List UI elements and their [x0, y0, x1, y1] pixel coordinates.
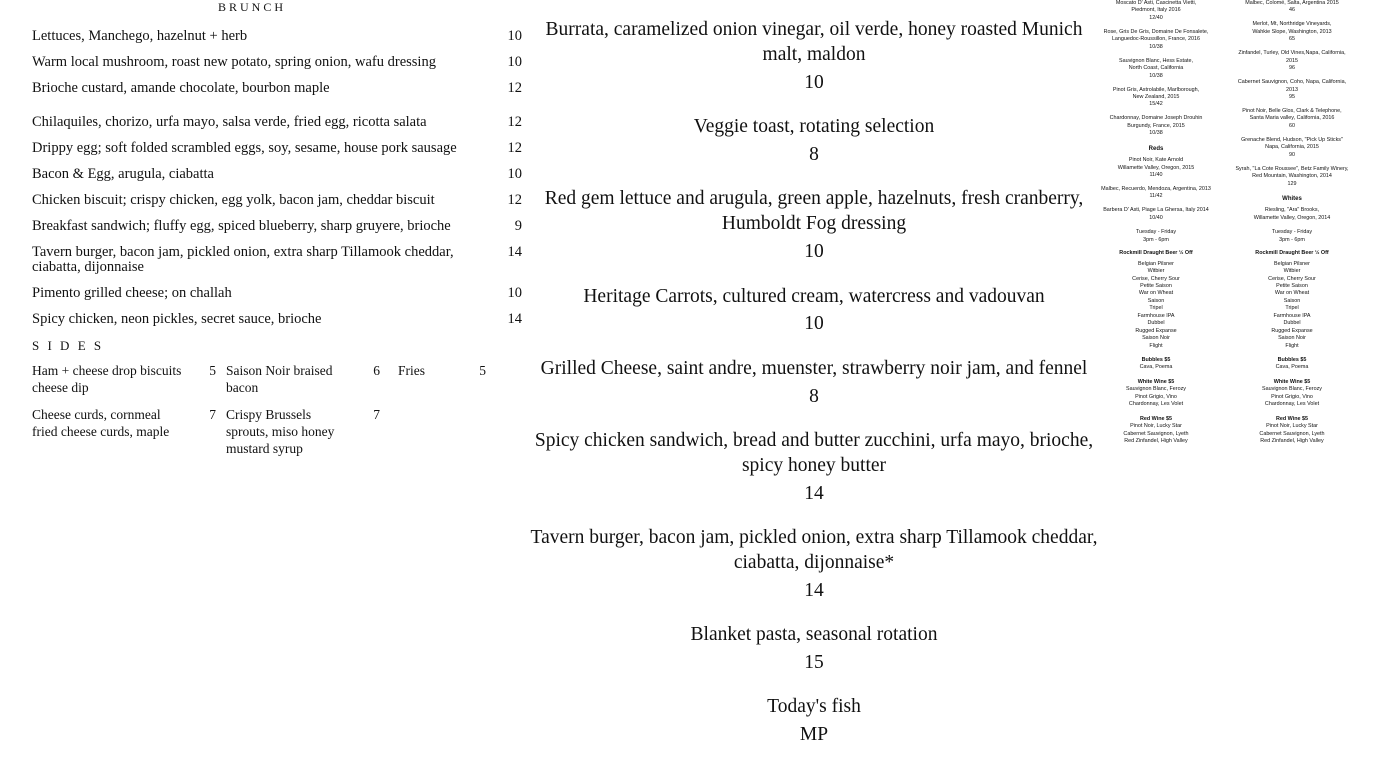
wine-price: 129 — [1287, 180, 1297, 187]
wine-entry — [1096, 157, 1216, 179]
menu-item-name: Warm local mushroom, roast new potato, spring onion, wafu dressing — [32, 54, 436, 70]
menu-item-row — [32, 29, 522, 44]
menu-item-price: 10 — [507, 28, 522, 44]
draught-item: Flight — [1285, 342, 1299, 349]
wine-name: Sauvignon Blanc, Hess Estate, — [1118, 57, 1193, 64]
draught-item: Cerise, Cherry Sour — [1132, 275, 1180, 282]
wine-name-cont: North Coast, California — [1128, 65, 1184, 72]
white-wine-block — [1232, 379, 1352, 409]
white-wine-block — [1096, 379, 1216, 409]
feature-description: Today's fish — [767, 696, 861, 718]
feature-price: 10 — [804, 313, 824, 335]
wine-price: 65 — [1289, 36, 1295, 43]
menu-item-row — [32, 81, 522, 96]
wine-name: Grenache Blend, Hudson, "Pick Up Sticks" — [1241, 136, 1343, 143]
sides-row — [32, 407, 522, 458]
sides-heading: S I D E S — [32, 338, 104, 353]
side-item-name: Ham + cheese drop biscuits cheese dip — [32, 363, 182, 395]
feature-item — [528, 429, 1100, 508]
feature-item — [528, 18, 1100, 97]
menu-item-price: 12 — [507, 192, 522, 208]
wine-price: 15/42 — [1149, 101, 1163, 108]
red-wine-block — [1096, 416, 1216, 446]
wine-entry — [1232, 79, 1352, 101]
draught-item: War on Wheat — [1138, 290, 1174, 297]
feature-price: MP — [799, 724, 829, 746]
brunch-heading: BRUNCH — [217, 0, 286, 14]
brunch-column — [32, 0, 522, 467]
wine-entry — [1232, 108, 1352, 130]
feature-price: 8 — [809, 144, 819, 166]
wine-name-cont: Napa, California, 2015 — [1265, 144, 1319, 151]
wine-name: Pinot Gris, Astrolabile, Marlborough, — [1112, 86, 1200, 93]
wine-list-column-left — [1096, 0, 1216, 453]
white-wine-item: Pinot Grigio, Vino — [1135, 393, 1177, 400]
feature-price: 15 — [804, 652, 824, 674]
wine-name-cont: Languedoc-Roussillon, France, 2016 — [1111, 36, 1201, 43]
sides-row — [32, 363, 522, 397]
wine-name: Moscato D' Asti, Cascinetta Vietti, — [1115, 0, 1197, 6]
draught-item: Rugged Expanse — [1271, 327, 1313, 334]
feature-item — [528, 695, 1100, 749]
side-item-price: 7 — [373, 406, 380, 422]
hours-days: Tuesday - Friday — [1271, 229, 1313, 236]
white-wine-title: White Wine $5 — [1273, 378, 1311, 385]
red-wine-title: Red Wine $5 — [1139, 415, 1172, 422]
feature-price: 14 — [804, 579, 824, 601]
wine-name-cont: New Zealand, 2015 — [1132, 94, 1180, 101]
wine-name-cont: 2013 — [1286, 86, 1298, 93]
menu-item-name: Brioche custard, amande chocolate, bourbon maple — [32, 80, 330, 96]
features-column — [528, 18, 1100, 768]
wine-name-cont: Willamette Valley, Oregon, 2014 — [1253, 214, 1331, 221]
wine-entry — [1096, 29, 1216, 51]
wine-name: Malbec, Colomé, Salta, Argentina 2015 — [1245, 0, 1339, 6]
hours-time: 3pm - 6pm — [1143, 236, 1169, 243]
draught-item: Cerise, Cherry Sour — [1268, 275, 1316, 282]
happy-hour-hours — [1232, 229, 1352, 244]
wine-name-cont: Willamette Valley, Oregon, 2015 — [1117, 164, 1195, 171]
menu-item-row — [32, 312, 522, 327]
menu-item-row — [32, 286, 522, 301]
draught-item: Tripel — [1149, 305, 1163, 312]
wine-section-heading: Whites — [1282, 196, 1302, 203]
wine-price: 10/38 — [1149, 43, 1163, 50]
feature-price: 10 — [804, 241, 824, 263]
wine-entry — [1232, 0, 1352, 15]
draught-item: Tripel — [1285, 305, 1299, 312]
sides-grid — [32, 363, 522, 457]
menu-item-price: 9 — [514, 218, 522, 234]
feature-price: 14 — [804, 482, 824, 504]
wine-entry — [1096, 0, 1216, 22]
wine-name-cont: Piedmont, Italy 2016 — [1131, 7, 1181, 14]
feature-description: Heritage Carrots, cultured cream, watercress and vadouvan — [583, 285, 1045, 307]
wine-name: Pinot Noir, Kate Arnold — [1128, 157, 1184, 164]
wine-name: Syrah, "La Cote Roussee", Betz Family Winery, — [1235, 165, 1349, 172]
menu-item-row — [32, 167, 522, 182]
menu-item-price: 12 — [507, 140, 522, 156]
wine-price: 11/40 — [1149, 171, 1163, 178]
wine-price: 10/40 — [1149, 214, 1163, 221]
side-item-name — [398, 407, 458, 458]
bubbles-item: Cava, Poema — [1275, 364, 1309, 371]
wine-name: Riesling, "Ara" Brooks, — [1264, 207, 1320, 214]
feature-price: 10 — [804, 71, 824, 93]
menu-item-price: 12 — [507, 114, 522, 130]
feature-description: Veggie toast, rotating selection — [693, 116, 935, 138]
draught-item: Belgian Pilsner — [1274, 260, 1310, 267]
draught-item: Witbier — [1283, 268, 1301, 275]
wine-entry — [1232, 207, 1352, 222]
wine-name: Malbec, Recuerdo, Mendoza, Argentina, 2013 — [1101, 185, 1211, 192]
menu-item-row — [32, 219, 522, 234]
wine-name: Pinot Noir, Belle Glos, Clark & Telephone, — [1242, 107, 1342, 114]
wine-entry — [1096, 115, 1216, 137]
menu-item-price: 10 — [507, 284, 522, 301]
wine-entry — [1232, 166, 1352, 188]
menu-item-price: 10 — [507, 166, 522, 182]
bubbles-title: Bubbles $5 — [1141, 357, 1171, 364]
wine-name-cont: Red Mountain, Washington, 2014 — [1252, 173, 1332, 180]
menu-item-price: 12 — [507, 80, 522, 96]
wine-price: 95 — [1289, 94, 1295, 101]
hours-time: 3pm - 6pm — [1279, 236, 1305, 243]
white-wine-item: Pinot Grigio, Vino — [1271, 393, 1313, 400]
side-item-name: Saison Noir braised bacon — [226, 363, 333, 395]
draught-item: War on Wheat — [1274, 290, 1310, 297]
feature-description: Blanket pasta, seasonal rotation — [690, 624, 938, 646]
feature-item — [528, 357, 1100, 411]
wine-name: Zinfandel, Turley, Old Vines,Napa, California, — [1238, 50, 1346, 57]
feature-item — [528, 115, 1100, 169]
menu-item-name: Spicy chicken, neon pickles, secret sauce, brioche — [32, 310, 322, 327]
hours-days: Tuesday - Friday — [1135, 229, 1177, 236]
wine-entry — [1232, 21, 1352, 43]
wine-name-cont: Wahkie Slope, Washington, 2013 — [1252, 28, 1332, 35]
feature-item — [528, 526, 1100, 605]
draught-item: Saison Noir — [1142, 335, 1170, 342]
draught-item: Dubbel — [1283, 320, 1301, 327]
menu-item-row — [32, 115, 522, 130]
red-wine-item: Red Zinfandel, High Valley — [1124, 438, 1188, 445]
draught-item: Saison — [1147, 297, 1165, 304]
menu-item-name: Breakfast sandwich; fluffy egg, spiced blueberry, sharp gruyere, brioche — [32, 218, 451, 234]
side-item-price: 5 — [479, 363, 486, 378]
wine-list-column-right — [1232, 0, 1352, 453]
draught-item: Farmhouse IPA — [1273, 312, 1311, 319]
side-item-price: 5 — [209, 363, 216, 378]
wine-price: 46 — [1289, 7, 1295, 14]
red-wine-item: Red Zinfandel, High Valley — [1260, 438, 1324, 445]
bubbles-block — [1232, 357, 1352, 372]
wine-name: Cabernet Sauvignon, Coho, Napa, California, — [1237, 79, 1347, 86]
menu-item-name: Bacon & Egg, arugula, ciabatta — [32, 166, 214, 182]
bubbles-block — [1096, 357, 1216, 372]
menu-item-name: Drippy egg; soft folded scrambled eggs, soy, sesame, house pork sausage — [32, 140, 457, 156]
wine-entry — [1096, 58, 1216, 80]
menu-item-price: 10 — [507, 54, 522, 70]
white-wine-item: Chardonnay, Les Volet — [1128, 401, 1184, 408]
draught-item: Dubbel — [1147, 320, 1165, 327]
draught-item: Witbier — [1147, 268, 1165, 275]
feature-description: Burrata, caramelized onion vinegar, oil verde, honey roasted Munich malt, maldon — [545, 19, 1083, 65]
bubbles-title: Bubbles $5 — [1277, 357, 1307, 364]
wine-entry — [1096, 87, 1216, 109]
side-item-price: 7 — [209, 406, 216, 422]
red-wine-title: Red Wine $5 — [1275, 415, 1308, 422]
red-wine-item: Pinot Noir, Lucky Star — [1266, 423, 1318, 430]
side-item-name: Cheese curds, cornmeal fried cheese curds, maple — [32, 406, 170, 439]
menu-item-price: 14 — [507, 310, 522, 327]
side-item-name: Fries — [398, 363, 425, 378]
menu-item-row — [32, 55, 522, 70]
white-wine-item: Sauvignon Blanc, Ferozy — [1126, 386, 1186, 393]
wine-name: Merlot, Mt, Northridge Vineyards, — [1252, 21, 1332, 28]
white-wine-title: White Wine $5 — [1137, 378, 1175, 385]
wine-entry — [1096, 186, 1216, 201]
draught-beer-block — [1096, 250, 1216, 350]
wine-section-heading: Reds — [1148, 145, 1164, 152]
draught-item: Saison Noir — [1278, 335, 1306, 342]
menu-item-name: Chicken biscuit; crispy chicken, egg yolk, bacon jam, cheddar biscuit — [32, 192, 435, 208]
feature-description: Red gem lettuce and arugula, green apple, hazelnuts, fresh cranberry, Humboldt Fog dressing — [544, 188, 1084, 235]
wine-entry — [1232, 137, 1352, 159]
side-item-price — [458, 407, 486, 458]
draught-title: Rockmill Draught Beer ½ Off — [1119, 250, 1193, 257]
side-item-name: Crispy Brussels sprouts, miso honey mustard syrup — [226, 406, 335, 456]
draught-item: Rugged Expanse — [1135, 327, 1177, 334]
wine-price: 90 — [1289, 151, 1295, 158]
wine-entry — [1096, 207, 1216, 222]
feature-item — [528, 285, 1100, 339]
wine-name: Barbera D' Asti, Piage La Ghersa, Italy 2014 — [1103, 207, 1209, 214]
draught-item: Saison — [1283, 297, 1301, 304]
draught-item: Petite Saison — [1140, 282, 1172, 289]
menu-item-row — [32, 245, 522, 274]
draught-item: Flight — [1149, 342, 1163, 349]
menu-item-row — [32, 141, 522, 156]
feature-description: Spicy chicken sandwich, bread and butter zucchini, urfa mayo, brioche, spicy honey butter — [534, 429, 1094, 476]
menu-item-name: Chilaquiles, chorizo, urfa mayo, salsa verde, fried egg, ricotta salata — [32, 114, 427, 130]
feature-price: 8 — [809, 385, 819, 407]
wine-price: 11/42 — [1149, 193, 1163, 200]
red-wine-block — [1232, 416, 1352, 446]
wine-price: 12/40 — [1149, 14, 1163, 21]
feature-description: Tavern burger, bacon jam, pickled onion, extra sharp Tillamook cheddar, ciabatta, dijonnaise* — [530, 527, 1098, 574]
wine-name-cont: Burgundy, France, 2015 — [1127, 122, 1185, 129]
happy-hour-hours — [1096, 229, 1216, 244]
feature-item — [528, 623, 1100, 677]
wine-name-cont: 2015 — [1286, 57, 1298, 64]
wine-name: Rose, Gris De Gris, Domaine De Fonsalete, — [1103, 28, 1209, 35]
feature-description: Grilled Cheese, saint andre, muenster, strawberry noir jam, and fennel — [540, 357, 1088, 379]
wine-name: Chardonnay, Domaine Joseph Drouhin — [1109, 115, 1203, 122]
feature-item — [528, 187, 1100, 266]
draught-beer-block — [1232, 250, 1352, 350]
wine-name-cont: Santa Maria valley, California, 2016 — [1249, 115, 1335, 122]
menu-item-name: Lettuces, Manchego, hazelnut + herb — [32, 28, 248, 44]
red-wine-item: Pinot Noir, Lucky Star — [1130, 423, 1182, 430]
draught-item: Petite Saison — [1276, 282, 1308, 289]
red-wine-item: Cabernet Sauvignon, Lyeth — [1123, 430, 1189, 437]
bubbles-item: Cava, Poema — [1139, 364, 1173, 371]
menu-item-row — [32, 193, 522, 208]
wine-price: 96 — [1289, 65, 1295, 72]
side-item-price: 6 — [373, 363, 380, 378]
white-wine-item: Sauvignon Blanc, Ferozy — [1262, 386, 1322, 393]
draught-title: Rockmill Draught Beer ½ Off — [1255, 250, 1329, 257]
red-wine-item: Cabernet Sauvignon, Lyeth — [1259, 430, 1325, 437]
menu-item-price: 14 — [507, 244, 522, 260]
wine-price: 10/38 — [1149, 130, 1163, 137]
wine-price: 10/38 — [1149, 72, 1163, 79]
white-wine-item: Chardonnay, Les Volet — [1264, 401, 1320, 408]
wine-price: 60 — [1289, 122, 1295, 129]
draught-item: Belgian Pilsner — [1138, 260, 1174, 267]
wine-entry — [1232, 50, 1352, 72]
menu-item-name: Pimento grilled cheese; on challah — [32, 284, 232, 301]
menu-item-name: Tavern burger, bacon jam, pickled onion, extra sharp Tillamook cheddar, ciabatta, dijonnaise — [32, 244, 454, 275]
draught-item: Farmhouse IPA — [1137, 312, 1175, 319]
